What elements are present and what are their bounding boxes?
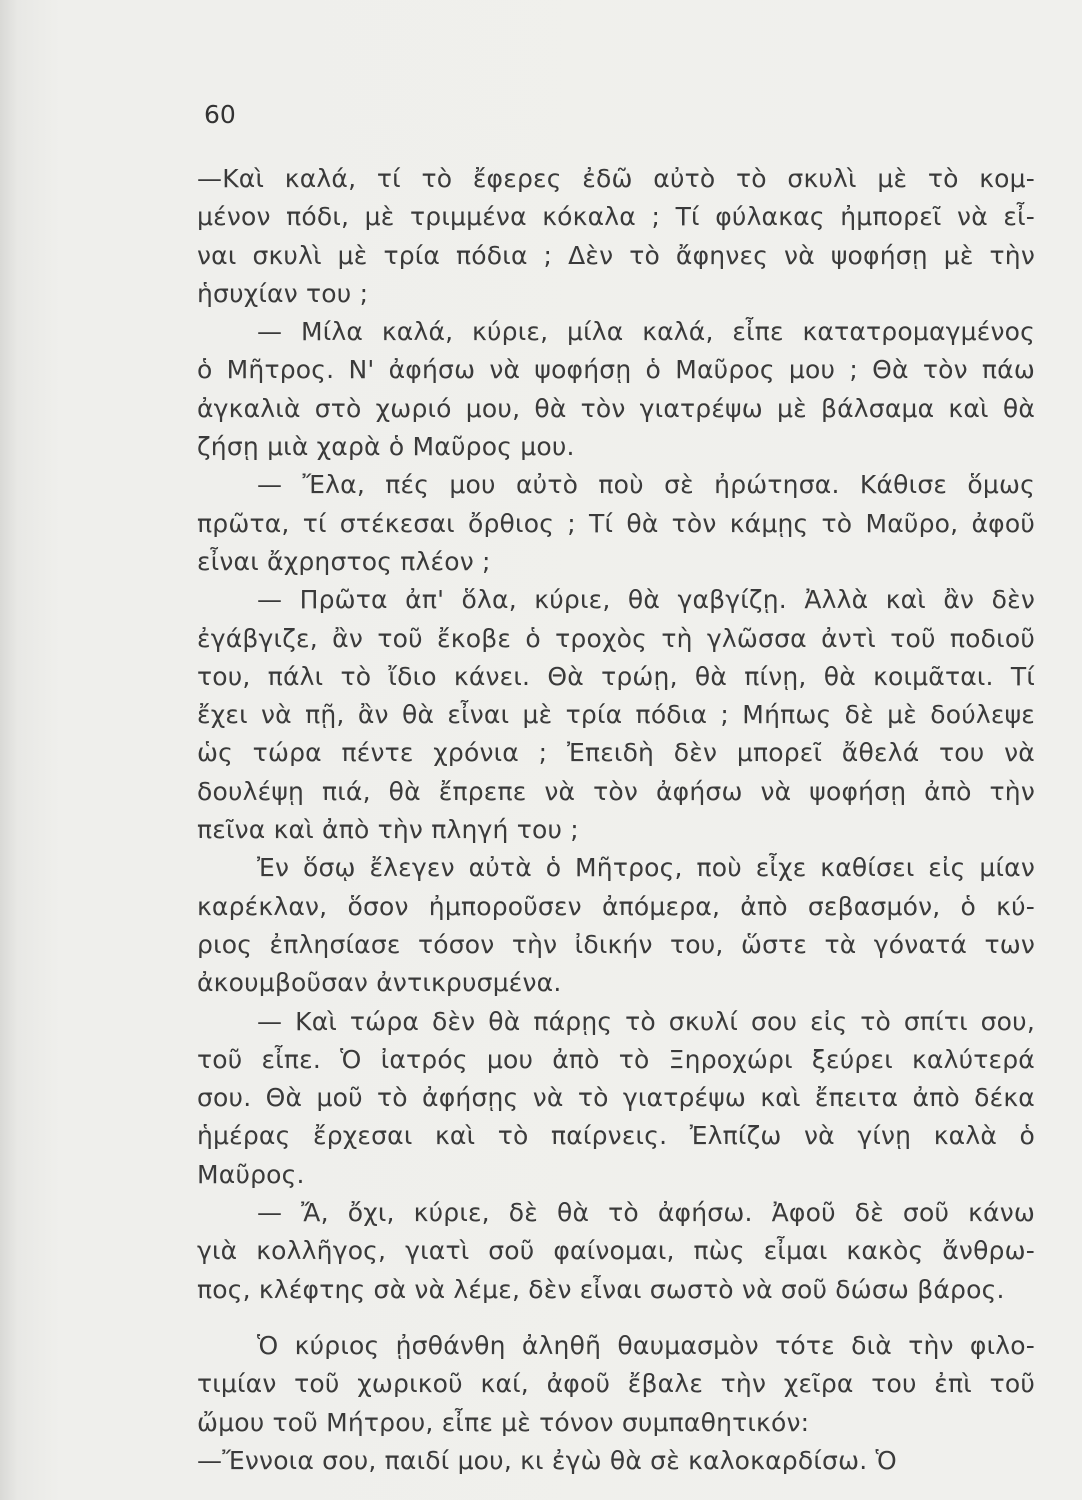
text-line: Ὁ κύριος ᾐσθάνθη ἀληθῆ θαυμασμὸν τότε διὰ τὴν φιλο- — [257, 1330, 1035, 1360]
text-line: —Ἔννοια σου, παιδί μου, κι ἐγὼ θὰ σὲ καλοκαρδίσω. Ὁ — [197, 1445, 897, 1475]
paragraph — [197, 1442, 1035, 1480]
text-line: ναι σκυλὶ μὲ τρία πόδια ; Δὲν τὸ ἄφηνες νὰ ψοφήσῃ μὲ τὴν — [197, 240, 1035, 270]
paragraph — [197, 1327, 1035, 1442]
text-line: ἔχει νὰ πῇ, ἂν θὰ εἶναι μὲ τρία πόδια ; Μήπως δὲ μὲ δούλεψε — [197, 700, 1035, 730]
text-line: πος, κλέφτης σὰ νὰ λέμε, δὲν εἶναι σωστὸ νὰ σοῦ δώσω βάρος. — [197, 1274, 1005, 1304]
paragraph — [197, 466, 1035, 581]
text-line: ὡς τώρα πέντε χρόνια ; Ἐπειδὴ δὲν μπορεῖ ἄθελά του νὰ — [197, 738, 1035, 768]
text-line: πεῖνα καὶ ἀπὸ τὴν πληγή του ; — [197, 815, 579, 845]
text-line: —Καὶ καλά, τί τὸ ἔφερες ἐδῶ αὐτὸ τὸ σκυλὶ μὲ τὸ κομ- — [197, 164, 1035, 193]
text-line: δουλέψῃ πιά, θὰ ἔπρεπε νὰ τὸν ἀφήσω νὰ ψοφήσῃ ἀπὸ τὴν — [197, 776, 1035, 806]
text-line: ἀκουμβοῦσαν ἀντικρυσμένα. — [197, 968, 562, 998]
text-line: καρέκλαν, ὅσον ἠμποροῦσεν ἀπόμερα, ἀπὸ σεβασμόν, ὁ κύ- — [197, 891, 1035, 921]
text-line: σου. Θὰ μοῦ τὸ ἀφήσῃς νὰ τὸ γιατρέψω καὶ ἔπειτα ἀπὸ δέκα — [197, 1083, 1035, 1113]
paragraph — [197, 581, 1035, 849]
paragraph — [197, 313, 1035, 466]
paragraph — [197, 1194, 1035, 1309]
page-number: 60 — [204, 100, 236, 129]
text-line: ἡμέρας ἔρχεσαι καὶ τὸ παίρνεις. Ἐλπίζω νὰ γίνῃ καλὰ ὁ — [197, 1121, 1035, 1151]
text-line: — Καὶ τώρα δὲν θὰ πάρῃς τὸ σκυλί σου εἰς τὸ σπίτι σου, — [257, 1006, 1035, 1036]
body-text — [197, 160, 1035, 1480]
paragraph — [197, 849, 1035, 1002]
text-line: ἐγάβγιζε, ἂν τοῦ ἔκοβε ὁ τροχὸς τὴ γλῶσσα ἀντὶ τοῦ ποδιοῦ — [197, 623, 1035, 653]
text-line: — Ἔλα, πές μου αὐτὸ ποὺ σὲ ἠρώτησα. Κάθισε ὅμως — [257, 470, 1035, 500]
text-line: — Μίλα καλά, κύριε, μίλα καλά, εἶπε κατατρομαγμένος — [257, 317, 1035, 347]
text-line: Ἐν ὅσῳ ἔλεγεν αὐτὰ ὁ Μῆτρος, ποὺ εἶχε καθίσει εἰς μίαν — [257, 853, 1035, 883]
text-line: γιὰ κολλῆγος, γιατὶ σοῦ φαίνομαι, πὼς εἶμαι κακὸς ἄνθρω- — [197, 1236, 1035, 1266]
text-line: — Πρῶτα ἀπ' ὅλα, κύριε, θὰ γαβγίζῃ. Ἀλλὰ καὶ ἂν δὲν — [257, 585, 1035, 615]
paragraph-gap — [197, 1309, 1035, 1327]
text-line: μένον πόδι, μὲ τριμμένα κόκαλα ; Τί φύλακας ἠμπορεῖ νὰ εἶ- — [197, 202, 1035, 232]
text-line: ὤμου τοῦ Μήτρου, εἶπε μὲ τόνον συμπαθητικόν: — [197, 1407, 810, 1437]
text-line: τοῦ εἶπε. Ὁ ἰατρός μου ἀπὸ τὸ Ξηροχώρι ξεύρει καλύτερά — [197, 1044, 1035, 1074]
text-line: ἡσυχίαν του ; — [197, 278, 369, 308]
text-line: ὁ Μῆτρος. Ν' ἀφήσω νὰ ψοφήσῃ ὁ Μαῦρος μου ; Θὰ τὸν πάω — [197, 355, 1035, 385]
text-line: πρῶτα, τί στέκεσαι ὄρθιος ; Τί θὰ τὸν κάμῃς τὸ Μαῦρο, ἀφοῦ — [197, 508, 1035, 538]
text-line: — Ἄ, ὄχι, κύριε, δὲ θὰ τὸ ἀφήσω. Ἀφοῦ δὲ σοῦ κάνω — [257, 1198, 1035, 1228]
text-line: ἀγκαλιὰ στὸ χωριό μου, θὰ τὸν γιατρέψω μὲ βάλσαμα καὶ θὰ — [197, 393, 1035, 423]
paragraph — [197, 1003, 1035, 1194]
text-line: ζήσῃ μιὰ χαρὰ ὁ Μαῦρος μου. — [197, 432, 575, 462]
paragraph — [197, 160, 1035, 313]
text-line: Μαῦρος. — [197, 1159, 305, 1189]
text-line: τιμίαν τοῦ χωρικοῦ καί, ἀφοῦ ἔβαλε τὴν χεῖρα του ἐπὶ τοῦ — [197, 1369, 1035, 1399]
text-line: του, πάλι τὸ ἴδιο κάνει. Θὰ τρώῃ, θὰ πίνῃ, θὰ κοιμᾶται. Τί — [197, 661, 1035, 691]
text-line: εἶναι ἄχρηστος πλέον ; — [197, 546, 491, 576]
text-line: ριος ἐπλησίασε τόσον τὴν ἰδικήν του, ὥστε τὰ γόνατά των — [197, 929, 1035, 959]
